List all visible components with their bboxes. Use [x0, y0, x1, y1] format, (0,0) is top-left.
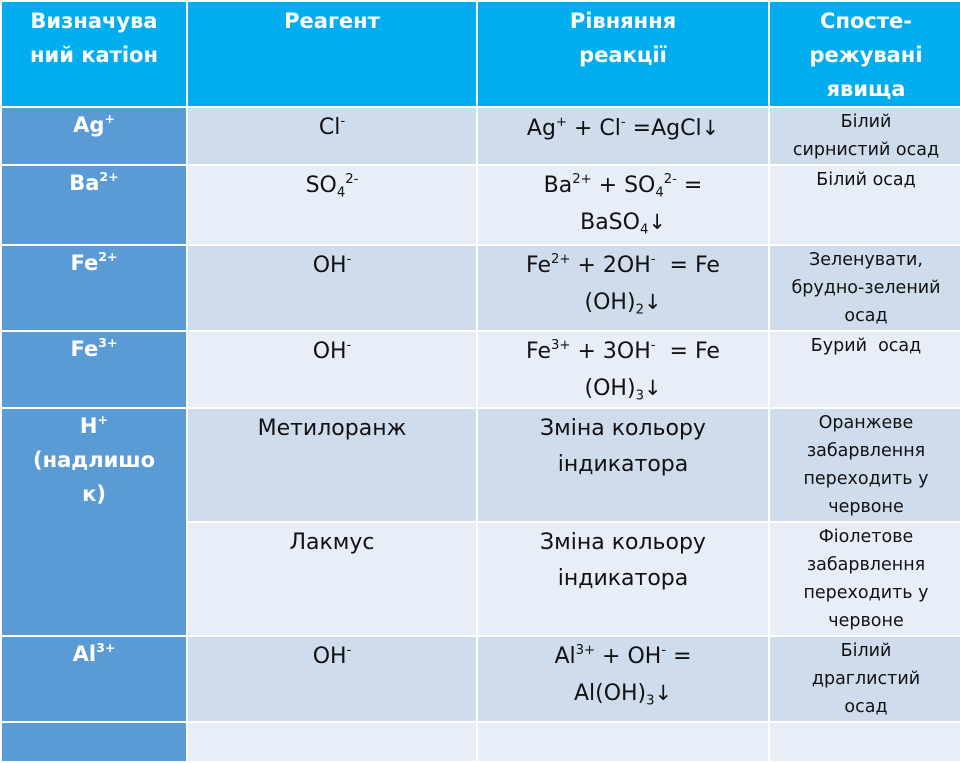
precipitate-arrow-icon: ↓: [643, 290, 662, 314]
equation-charge: 3+: [551, 337, 571, 353]
observation-cell: [769, 408, 960, 522]
cation-cell: [1, 245, 187, 331]
equation-part: = Fe: [655, 253, 720, 278]
header-equation: [477, 1, 769, 107]
equation-charge: -: [661, 642, 667, 658]
reagent-cell: [187, 722, 477, 762]
cation-note: к): [82, 482, 106, 506]
observation-line: Білий: [840, 641, 892, 661]
equation-subscript: 3: [646, 693, 655, 709]
observation-line: драглистий: [811, 669, 921, 689]
observation-line: забарвлення: [806, 441, 926, 461]
cation-cell: [1, 165, 187, 245]
equation-line: індикатора: [557, 452, 689, 477]
equation-part: Al: [554, 644, 576, 669]
equation-part: = Fe: [655, 339, 720, 364]
precipitate-arrow-icon: ↓: [648, 210, 666, 234]
equation-charge: -: [620, 114, 626, 130]
observation-line: Зеленувати,: [809, 250, 923, 270]
cation-cell: [1, 107, 187, 165]
reagent-charge: -: [346, 642, 352, 658]
equation-cell: [477, 636, 769, 722]
equation-line: [478, 675, 768, 712]
equation-line: [478, 370, 768, 407]
cation-charge: +: [104, 111, 115, 127]
precipitate-arrow-icon: ↓: [654, 681, 673, 705]
header-reagent: [187, 1, 477, 107]
header-row: [1, 1, 960, 107]
observation-cell: [769, 722, 960, 762]
observation-line: сирнистий осад: [792, 140, 940, 160]
equation-line: [478, 334, 768, 370]
cation-symbol: Fe: [70, 251, 99, 275]
reagent-name: Метилоранж: [257, 416, 407, 441]
equation-cell: [477, 107, 769, 165]
equation-charge: -: [650, 337, 656, 353]
cation-cell: [1, 408, 187, 636]
equation-line: [478, 284, 768, 321]
equation-cell: [477, 408, 769, 522]
cation-charge: 2+: [99, 169, 119, 185]
observation-line: переходить у: [803, 469, 929, 489]
cation-charge: 3+: [96, 640, 116, 656]
precipitate-arrow-icon: ↓: [701, 116, 720, 140]
header-observed-line: явища: [826, 77, 906, 101]
header-observed-line: Спосте-: [820, 9, 912, 33]
reagent-charge: -: [346, 337, 352, 353]
reagent-charge: 2-: [345, 171, 359, 187]
observation-line: Білий: [840, 112, 892, 132]
header-equation-line: Рівняння: [569, 9, 677, 33]
table-row: [1, 165, 960, 245]
header-equation-line: реакції: [579, 43, 667, 67]
cation-line: [2, 409, 186, 443]
cation-charge: 3+: [98, 335, 118, 351]
table-row: [1, 408, 960, 522]
observation-cell: [769, 331, 960, 408]
equation-cell: [477, 165, 769, 245]
cation-cell: [1, 722, 187, 762]
reagent-formula: OH: [312, 644, 347, 669]
observation-cell: [769, 107, 960, 165]
cation-symbol: Al: [72, 642, 97, 666]
equation-part: Ag: [526, 116, 556, 141]
equation-cell: [477, 331, 769, 408]
observation-line: забарвлення: [806, 555, 926, 575]
reagent-cell: [187, 245, 477, 331]
equation-part: (OH): [584, 376, 636, 401]
equation-cell: [477, 522, 769, 636]
reagent-subscript: 4: [336, 185, 346, 201]
reagent-cell: [187, 165, 477, 245]
observation-line: червоне: [828, 611, 904, 631]
equation-charge: 2-: [663, 171, 677, 187]
equation-line: Зміна кольору: [540, 416, 706, 441]
observation-line: Оранжеве: [818, 413, 914, 433]
equation-charge: 2+: [551, 251, 571, 267]
cation-charge: +: [97, 412, 109, 428]
equation-line: [478, 204, 768, 241]
header-observed-line: режувані: [809, 43, 923, 67]
equation-part: Ba: [543, 173, 573, 198]
precipitate-arrow-icon: ↓: [643, 376, 662, 400]
observation-line: осад: [844, 306, 888, 326]
observation-line: червоне: [828, 497, 904, 517]
equation-part: =AgCl: [625, 116, 702, 141]
equation-charge: 2+: [572, 171, 592, 187]
table-row: [1, 331, 960, 408]
observation-line: осад: [844, 697, 888, 717]
cation-symbol: H: [79, 414, 98, 438]
reagent-cell: [187, 107, 477, 165]
observation-line: переходить у: [803, 583, 929, 603]
observation-line: Фіолетове: [818, 527, 914, 547]
reagent-name: Лакмус: [289, 530, 375, 555]
observation-cell: [769, 165, 960, 245]
reagent-charge: -: [340, 113, 346, 129]
cation-cell: [1, 331, 187, 408]
equation-subscript: 3: [635, 388, 644, 404]
table-row: [1, 636, 960, 722]
observation-cell: [769, 522, 960, 636]
equation-charge: +: [555, 114, 567, 130]
table-row: [1, 245, 960, 331]
equation-charge: -: [650, 251, 656, 267]
equation-part: + 2OH: [570, 253, 651, 278]
reagent-cell: [187, 522, 477, 636]
equation-part: =: [676, 173, 703, 198]
equation-line: [478, 639, 768, 675]
table-row-partial: [1, 722, 960, 762]
equation-part: BaSO: [580, 210, 640, 235]
cation-charge: 2+: [98, 249, 118, 265]
equation-part: + Cl: [566, 116, 621, 141]
equation-part: + OH: [595, 644, 662, 669]
cation-cell: [1, 636, 187, 722]
equation-charge: 3+: [575, 642, 596, 658]
equation-part: + 3OH: [570, 339, 651, 364]
reagent-cell: [187, 636, 477, 722]
reagent-charge: -: [346, 251, 352, 267]
header-cation-line: ний катіон: [30, 43, 158, 67]
reagent-formula: OH: [312, 253, 347, 278]
header-cation: [1, 1, 187, 107]
equation-subscript: 4: [655, 185, 664, 201]
reagent-formula: OH: [312, 339, 347, 364]
equation-part: (OH): [584, 290, 636, 315]
observation-line: Бурий осад: [810, 336, 922, 356]
reagent-cell: [187, 331, 477, 408]
observation-cell: [769, 636, 960, 722]
reagent-cell: [187, 408, 477, 522]
table-row: [1, 107, 960, 165]
equation-part: =: [666, 644, 692, 669]
header-cation-line: Визначува: [30, 9, 158, 33]
header-observed: [769, 1, 960, 107]
header-reagent-label: Реагент: [284, 9, 380, 33]
equation-part: Al(OH): [573, 681, 647, 706]
equation-line: [478, 248, 768, 284]
equation-part: + SO: [591, 173, 656, 198]
observation-line: брудно-зелений: [791, 278, 941, 298]
observation-line: Білий осад: [816, 170, 916, 190]
equation-cell: [477, 245, 769, 331]
equation-part: Fe: [526, 339, 552, 364]
cation-symbol: Fe: [70, 337, 99, 361]
equation-cell: [477, 722, 769, 762]
reagent-formula: Cl: [318, 115, 341, 140]
observation-cell: [769, 245, 960, 331]
cation-note: (надлишо: [32, 448, 156, 472]
equation-subscript: 4: [639, 222, 649, 238]
equation-line: [478, 168, 768, 204]
reagent-formula: SO: [305, 173, 337, 198]
cation-symbol: Ag: [73, 113, 105, 137]
cation-symbol: Ba: [69, 171, 100, 195]
equation-subscript: 2: [635, 302, 644, 318]
equation-line: індикатора: [557, 566, 689, 591]
equation-line: Зміна кольору: [540, 530, 706, 555]
equation-part: Fe: [526, 253, 552, 278]
